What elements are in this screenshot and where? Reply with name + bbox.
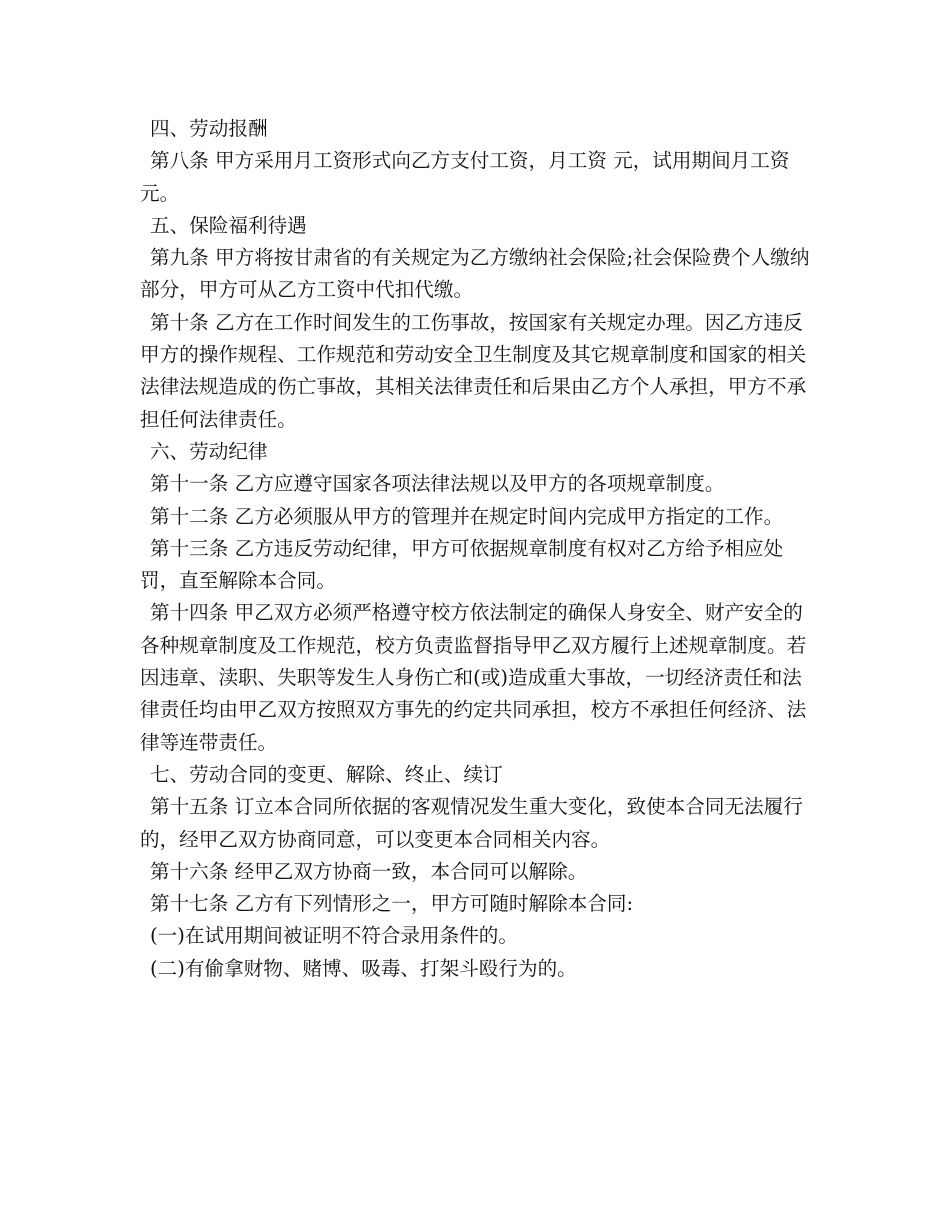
article-12: 第十二条 乙方必须服从甲方的管理并在规定时间内完成甲方指定的工作。 (150, 504, 784, 528)
article-13: 第十三条 乙方违反劳动纪律，甲方可依据规章制度有权对乙方给予相应处罚，直至解除本合同。 (140, 536, 784, 593)
article-17: 第十七条 乙方有下列情形之一，甲方可随时解除本合同: (150, 892, 634, 916)
article-16: 第十六条 经甲乙双方协商一致，本合同可以解除。 (150, 859, 588, 883)
article-17-item-2: (二)有偷拿财物、赌博、吸毒、打架斗殴行为的。 (150, 956, 577, 980)
section-heading-contract-changes: 七、劳动合同的变更、解除、终止、续订 (150, 762, 503, 786)
article-10: 第十条 乙方在工作时间发生的工伤事故，按国家有关规定办理。因乙方违反甲方的操作规程、工作规范和劳动安全卫生制度及其它规章制度和国家的相关法律法规造成的伤亡事故，其相关法律责任和后果由乙方个人承担，甲方不承担任何法律责任。 (140, 310, 807, 431)
article-9: 第九条 甲方将按甘肃省的有关规定为乙方缴纳社会保险;社会保险费个人缴纳部分，甲方可从乙方工资中代扣代缴。 (140, 246, 810, 302)
article-15: 第十五条 订立本合同所依据的客观情况发生重大变化，致使本合同无法履行的，经甲乙双方协商同意，可以变更本合同相关内容。 (140, 795, 803, 851)
section-heading-discipline: 六、劳动纪律 (150, 439, 268, 463)
article-17-item-1: (一)在试用期间被证明不符合录用条件的。 (150, 924, 518, 948)
article-14: 第十四条 甲乙双方必须严格遵守校方依法制定的确保人身安全、财产安全的各种规章制度及工作规范，校方负责监督指导甲乙双方履行上述规章制度。若因违章、渎职、失职等发生人身伤亡和(或)造成重大事故，一切经济责任和法律责任均由甲乙双方按照双方事先的约定共同承担，校方不承担任何经济、法律等连带责任。 (140, 601, 807, 754)
section-heading-remuneration: 四、劳动报酬 (150, 117, 268, 140)
article-8: 第八条 甲方采用月工资形式向乙方支付工资，月工资 元，试用期间月工资 元。 (140, 149, 790, 205)
article-11: 第十一条 乙方应遵守国家各项法律法规以及甲方的各项规章制度。 (150, 472, 725, 496)
document-body (140, 113, 820, 985)
section-heading-insurance: 五、保险福利待遇 (150, 213, 307, 237)
